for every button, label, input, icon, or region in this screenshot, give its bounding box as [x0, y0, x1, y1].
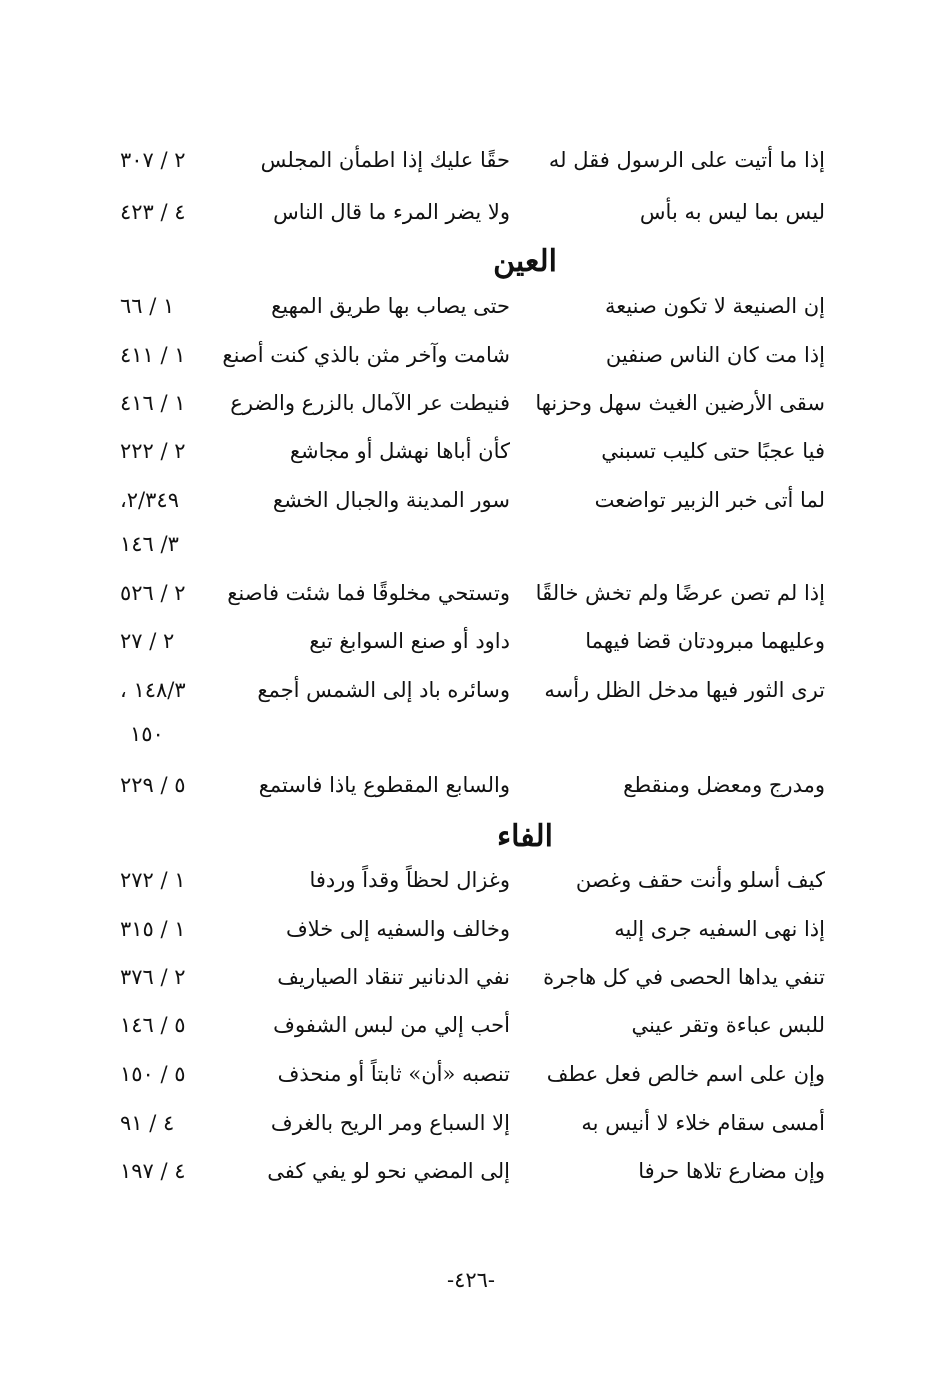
verse-first-hemistich: لما أتى خبر الزبير تواضعت [594, 488, 825, 512]
verse-reference: ١ / ٤١٦ [120, 391, 186, 415]
verse-reference: ٢/٣٤٩، [120, 488, 179, 512]
verse-second-hemistich: وغزال لحظاً وقداً وردفا [309, 868, 510, 892]
verse-first-hemistich: إذا نهى السفيه جرى إليه [614, 917, 825, 941]
verse-reference: ٥ / ٢٢٩ [120, 773, 186, 797]
verse-second-hemistich: ولا يضر المرء ما قال الناس [273, 200, 510, 224]
verse-first-hemistich: كيف أسلو وأنت حقف وغصن [575, 868, 825, 892]
verse-reference: ٢ / ٣٧٦ [120, 965, 186, 989]
verse-second-hemistich: والسابع المقطوع ياذا فاستمع [258, 773, 510, 797]
verse-reference: ٥ / ١٤٦ [120, 1013, 186, 1037]
verse-reference-continuation: ١٥٠ [130, 722, 164, 746]
verse-reference: ٤ / ٩١ [120, 1111, 175, 1135]
verse-reference: ٤ / ١٩٧ [120, 1159, 186, 1183]
verse-first-hemistich: سقى الأرضين الغيث سهل وحزنها [535, 391, 825, 415]
verse-second-hemistich: أحب إلي من لبس الشفوف [273, 1013, 510, 1037]
verse-reference: ٢ / ٢٢٢ [120, 439, 186, 463]
verse-reference: ١ / ٣١٥ [120, 917, 186, 941]
verse-second-hemistich: سور المدينة والجبال الخشع [272, 488, 510, 512]
verse-reference: ١٤٨/٣ ، [120, 678, 186, 702]
verse-second-hemistich: داود أو صنع السوابغ تبع [309, 629, 510, 653]
verse-reference: ١ / ٦٦ [120, 294, 175, 318]
verse-second-hemistich: تنصبه «أن» ثابتاً أو منحذف [277, 1062, 510, 1086]
verse-first-hemistich: إذا مت كان الناس صنفين [605, 343, 825, 367]
verse-reference: ٢ / ٣٠٧ [120, 148, 186, 172]
verse-second-hemistich: وخالف والسفيه إلى خلاف [285, 917, 510, 941]
verse-second-hemistich: نفي الدنانير تنقاد الصياريف [277, 965, 510, 989]
verse-second-hemistich: فنيطت عر الآمال بالزرع والضرع [230, 391, 510, 415]
verse-first-hemistich: وإن مضارع تلاها حرفا [638, 1159, 825, 1183]
verse-second-hemistich: إلى المضي نحو لو يفي كفى [267, 1159, 510, 1183]
verse-second-hemistich: كأن أباها نهشل أو مجاشع [289, 439, 510, 463]
verse-first-hemistich: للبس عباءة وتقر عيني [631, 1013, 825, 1037]
verse-reference: ١ / ٤١١ [120, 343, 186, 367]
verse-first-hemistich: أمسى سقام خلاء لا أنيس به [581, 1111, 825, 1135]
verse-first-hemistich: ليس بما ليس به بأس [639, 200, 825, 224]
verse-first-hemistich: تنفي يداها الحصى في كل هاجرة [543, 965, 825, 989]
verse-first-hemistich: فيا عجبًا حتى كليب تسبني [601, 439, 825, 463]
verse-first-hemistich: ومدرج ومعضل ومنقطع [623, 773, 825, 797]
verse-first-hemistich: إن الصنيعة لا تكون صنيعة [604, 294, 825, 318]
page-number: -٤٢٦- [446, 1268, 496, 1292]
verse-second-hemistich: وسائره باد إلى الشمس أجمع [257, 678, 510, 702]
verse-first-hemistich: إذا ما أتيت على الرسول فقل له [548, 148, 825, 172]
verse-reference: ٥ / ١٥٠ [120, 1062, 186, 1086]
section-heading-ain: العين [493, 244, 557, 279]
verse-first-hemistich: ترى الثور فيها مدخل الظل رأسه [544, 678, 825, 702]
verse-reference: ٢ / ٥٢٦ [120, 581, 186, 605]
verse-reference: ٢ / ٢٧ [120, 629, 175, 653]
verse-reference: ١ / ٢٧٢ [120, 868, 186, 892]
verse-first-hemistich: إذا لم تصن عرضًا ولم تخش خالقًا [535, 581, 825, 605]
verse-first-hemistich: وعليهما مبرودتان قضا فيهما [585, 629, 825, 653]
verse-second-hemistich: شامت وآخر مثن بالذي كنت أصنع [222, 343, 510, 367]
verse-second-hemistich: حقًا عليك إذا اطمأن المجلس [260, 148, 510, 172]
section-heading-fa: الفاء [497, 819, 553, 854]
verse-second-hemistich: وتستحي مخلوقًا فما شئت فاصنع [227, 581, 510, 605]
verse-second-hemistich: إلا السباع ومر الريح بالغرف [270, 1111, 510, 1135]
verse-second-hemistich: حتى يصاب بها طريق المهيع [271, 294, 510, 318]
verse-first-hemistich: وإن على اسم خالص فعل عطف [546, 1062, 825, 1086]
verse-reference: ٤ / ٤٢٣ [120, 200, 186, 224]
verse-reference-continuation: ٣/ ١٤٦ [120, 532, 179, 556]
